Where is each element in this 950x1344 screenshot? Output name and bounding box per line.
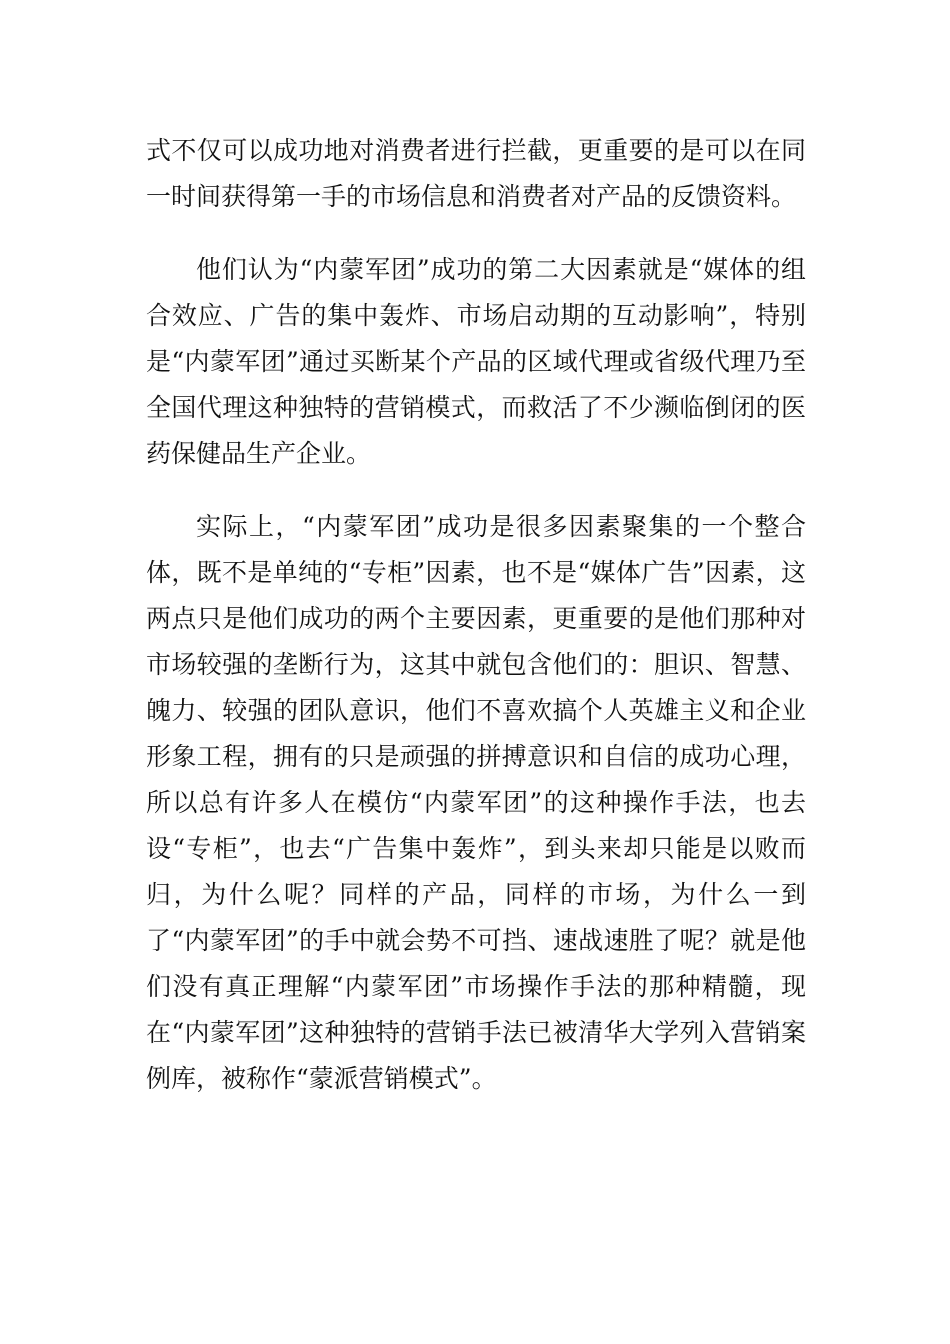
- paragraph-gap: [146, 477, 806, 504]
- paragraph-3: 实际上，“内蒙军团”成功是很多因素聚集的一个整合体，既不是单纯的“专柜”因素，也不是“媒体广告”因素，这两点只是他们成功的两个主要因素，更重要的是他们那种对市场较强的垄断行为，这其中就包含他们的：胆识、智慧、魄力、较强的团队意识，他们不喜欢搞个人英雄主义和企业形象工程，拥有的只是顽强的拼搏意识和自信的成功心理，所以总有许多人在模仿“内蒙军团”的这种操作手法，也去设“专柜”，也去“广告集中轰炸”，到头来却只能是以败而归，为什么呢？同样的产品，同样的市场，为什么一到了“内蒙军团”的手中就会势不可挡、速战速胜了呢？就是他们没有真正理解“内蒙军团”市场操作手法的那种精髓，现在“内蒙军团”这种独特的营销手法已被清华大学列入营销案例库，被称作“蒙派营销模式”。: [146, 512, 806, 1093]
- paragraph-1: 式不仅可以成功地对消费者进行拦截，更重要的是可以在同一时间获得第一手的市场信息和消费者对产品的反馈资料。: [146, 136, 806, 211]
- paragraph-gap: [146, 220, 806, 247]
- paragraph-2: 他们认为“内蒙军团”成功的第二大因素就是“媒体的组合效应、广告的集中轰炸、市场启动期的互动影响”，特别是“内蒙军团”通过买断某个产品的区域代理或省级代理乃至全国代理这种独特的营销模式，而救活了不少濒临倒闭的医药保健品生产企业。: [146, 255, 806, 468]
- document-body: [146, 128, 806, 1102]
